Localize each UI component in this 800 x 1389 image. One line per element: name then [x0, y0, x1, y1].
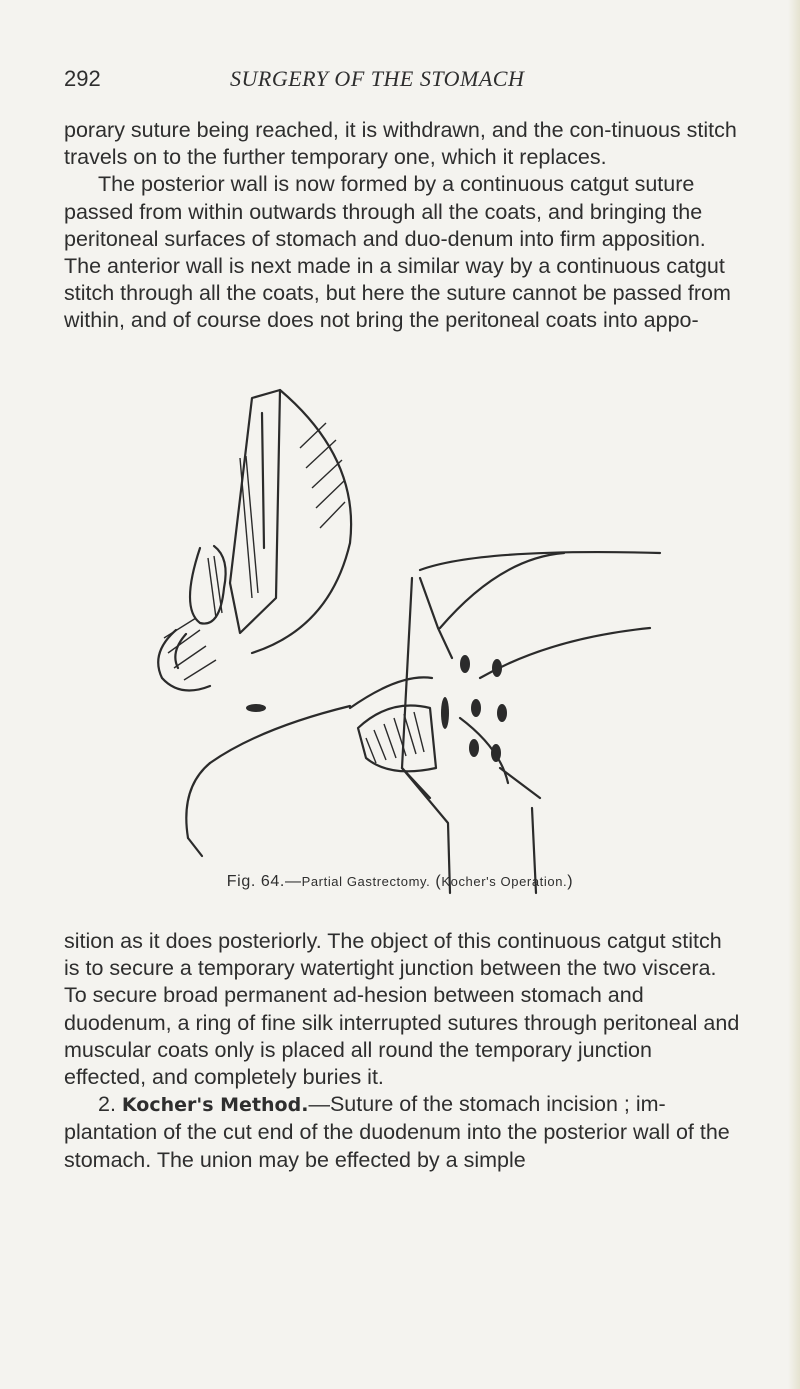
caption-dash: — [284, 873, 302, 890]
text-block-top [64, 117, 740, 335]
page-number: 292 [64, 66, 101, 91]
paragraph-continued: porary suture being reached, it is withdrawn, and the con-tinuous stitch travels on to the further temporary one, which it replaces. [64, 118, 737, 170]
figure-caption [0, 873, 800, 891]
caption-operation: Kocher's Operation. [441, 874, 568, 889]
caption-title: Partial Gastrectomy. [301, 874, 431, 889]
surgical-illustration [140, 368, 680, 896]
paragraph-posterior-wall: The posterior wall is now formed by a continuous catgut suture passed from within outwards through all the coats, and bringing the peritoneal surfaces of stomach and duo-denum into firm apposition. The anterior wall is next made in a similar way by a continuous catgut stitch through all the coats, but here the suture cannot be passed from within, and of course does not bring the peritoneal coats into appo- [64, 172, 731, 333]
page-header [64, 66, 744, 98]
item-number: 2. [98, 1092, 116, 1117]
caption-paren-open: ( [435, 873, 442, 890]
caption-figure-number: Fig. 64. [226, 873, 285, 890]
running-head: SURGERY OF THE STOMACH [230, 66, 525, 91]
illustration-drawing [140, 368, 680, 896]
item-heading: Kocher's Method. [121, 1094, 309, 1117]
page-edge-shadow [788, 0, 800, 1389]
text-block-bottom [64, 928, 740, 1174]
paragraph-kocher-method [64, 1091, 740, 1174]
caption-paren-close: ) [567, 873, 574, 890]
item-text: —Suture of the stomach incision ; im-plantation of the cut end of the duodenum into the posterior wall of the stomach. The union may be effected by a simple [64, 1092, 730, 1172]
paragraph-apposition: sition as it does posteriorly. The object of this continuous catgut stitch is to secure a temporary watertight junction between the two viscera. To secure broad permanent ad-hesion between stomach and duodenum, a ring of fine silk interrupted sutures through peritoneal and muscular coats only is placed all round the temporary junction effected, and completely buries it. [64, 929, 740, 1090]
